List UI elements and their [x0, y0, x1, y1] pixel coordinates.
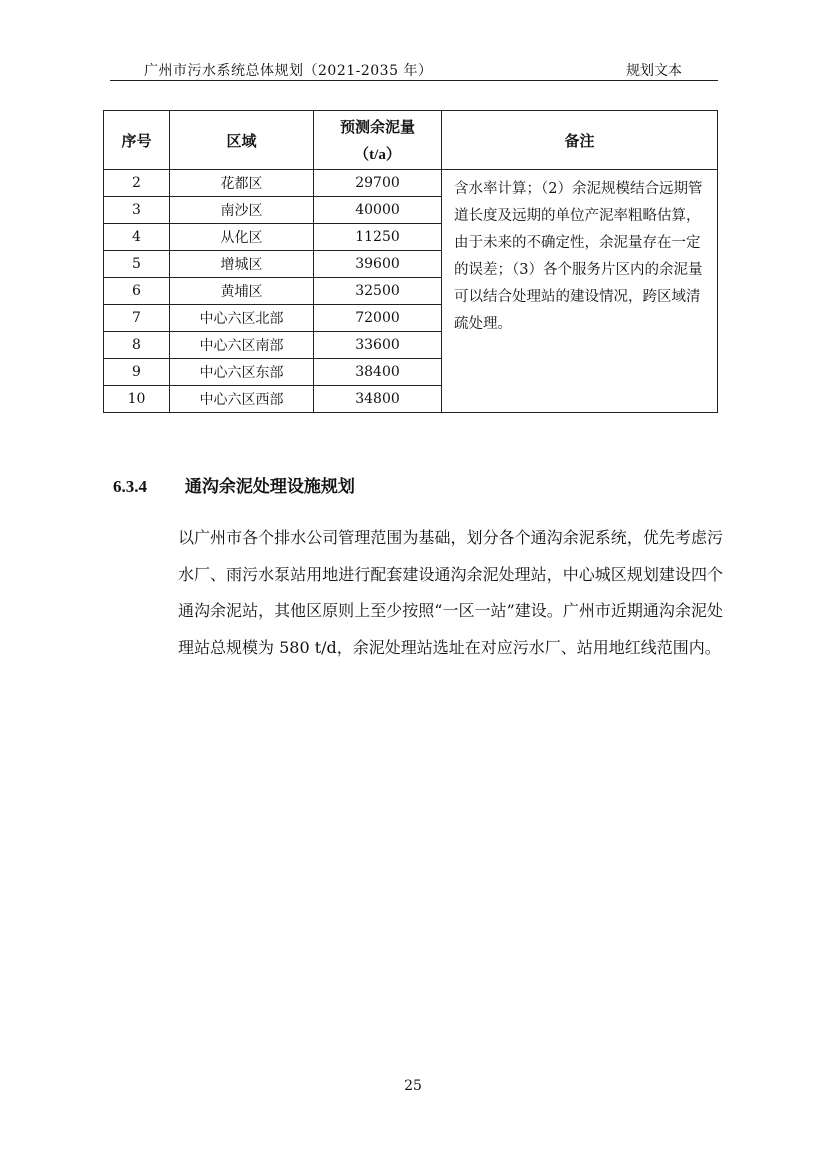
cell-no: 2 [104, 170, 170, 197]
cell-no: 4 [104, 224, 170, 251]
header-forecast-unit: （t/a） [354, 147, 401, 163]
cell-region: 中心六区南部 [170, 332, 314, 359]
section-heading [113, 472, 355, 497]
header-forecast-label: 预测余泥量 [339, 118, 415, 136]
cell-region: 黄埔区 [170, 278, 314, 305]
section-number: 6.3.4 [113, 477, 147, 496]
cell-no: 5 [104, 251, 170, 278]
header-title: 广州市污水系统总体规划（2021-2035 年） [144, 63, 433, 79]
cell-region: 增城区 [170, 251, 314, 278]
header-doc-type: 规划文本 [626, 63, 682, 79]
cell-no: 10 [104, 386, 170, 413]
section-title: 通沟余泥处理设施规划 [184, 477, 355, 497]
cell-no: 9 [104, 359, 170, 386]
cell-value: 11250 [314, 224, 442, 251]
cell-no: 8 [104, 332, 170, 359]
sludge-forecast-table [103, 110, 718, 413]
table-header-row [104, 111, 718, 170]
page-header [110, 58, 718, 81]
cell-value: 40000 [314, 197, 442, 224]
cell-region: 从化区 [170, 224, 314, 251]
cell-value: 29700 [314, 170, 442, 197]
cell-region: 中心六区西部 [170, 386, 314, 413]
header-forecast [314, 111, 442, 170]
cell-no: 7 [104, 305, 170, 332]
cell-value: 32500 [314, 278, 442, 305]
header-no: 序号 [104, 111, 170, 170]
cell-region: 花都区 [170, 170, 314, 197]
cell-value: 39600 [314, 251, 442, 278]
cell-no: 3 [104, 197, 170, 224]
cell-region: 中心六区北部 [170, 305, 314, 332]
page-number: 25 [404, 1078, 422, 1094]
remark-cell: 含水率计算；（2）余泥规模结合远期管道长度及远期的单位产泥率粗略估算，由于未来的不确定性，余泥量存在一定的误差；（3）各个服务片区内的余泥量可以结合处理站的建设情况，跨区域清疏处理。 [442, 170, 718, 413]
cell-value: 34800 [314, 386, 442, 413]
cell-region: 南沙区 [170, 197, 314, 224]
header-remark: 备注 [442, 111, 718, 170]
cell-no: 6 [104, 278, 170, 305]
table-row [104, 170, 718, 197]
header-region: 区域 [170, 111, 314, 170]
cell-region: 中心六区东部 [170, 359, 314, 386]
cell-value: 33600 [314, 332, 442, 359]
section-paragraph: 以广州市各个排水公司管理范围为基础，划分各个通沟余泥系统，优先考虑污水厂、雨污水泵站用地进行配套建设通沟余泥处理站，中心城区规划建设四个通沟余泥站，其他区原则上至少按照“一区一站”建设。广州市近期通沟余泥处理站总规模为 580 t/d，余泥处理站选址在对应污水厂、站用地红线范围内。 [178, 528, 723, 657]
cell-value: 72000 [314, 305, 442, 332]
cell-value: 38400 [314, 359, 442, 386]
